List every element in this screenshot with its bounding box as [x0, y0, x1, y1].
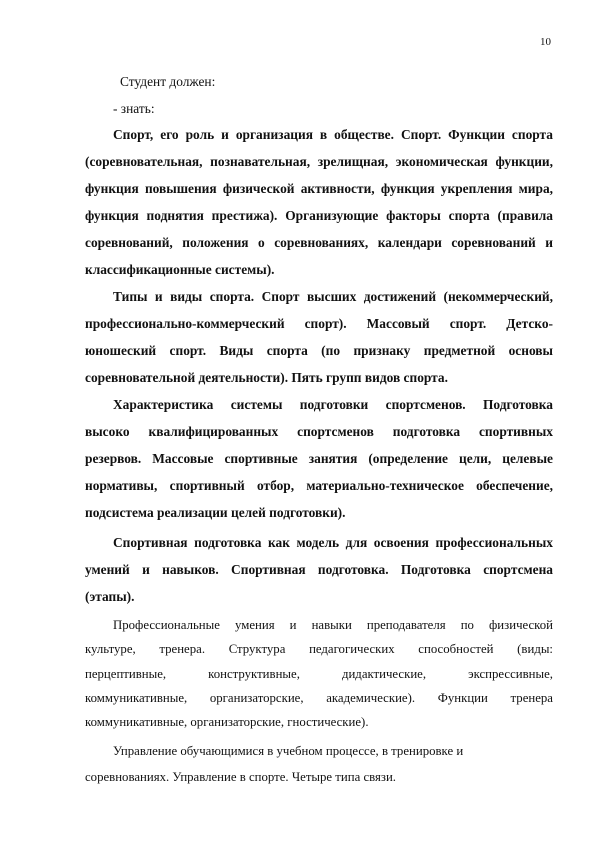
section-3-line-3: резервов. Массовые спортивные занятия (определение цели, целевые — [85, 451, 553, 466]
section-2-line-2: профессионально-коммерческий спорт). Массовый спорт. Детско- — [85, 316, 553, 331]
section-1-line-6: классификационные системы). — [85, 262, 275, 277]
page-number: 10 — [540, 36, 551, 48]
section-2-line-3: юношеский спорт. Виды спорта (по признаку предметной основы — [85, 343, 553, 358]
section-5-line-1: Профессиональные умения и навыки преподавателя по физической — [113, 618, 553, 632]
intro-know: - знать: — [113, 101, 155, 116]
section-4-line-2: умений и навыков. Спортивная подготовка. Подготовка спортсмена — [85, 562, 553, 577]
section-1-line-4: функция поднятия престижа). Организующие факторы спорта (правила — [85, 208, 553, 223]
section-3-line-1: Характеристика системы подготовки спортсменов. Подготовка — [113, 397, 553, 412]
section-1-line-3: функция повышения физической активности, функция укрепления мира, — [85, 181, 553, 196]
section-3-line-2: высоко квалифицированных спортсменов подготовка спортивных — [85, 424, 553, 439]
section-5-line-5: коммуникативные, организаторские, гностические). — [85, 715, 369, 729]
section-5-line-2: культуре, тренера. Структура педагогических способностей (виды: — [85, 642, 553, 656]
section-4-line-1: Спортивная подготовка как модель для освоения профессиональных — [113, 535, 553, 550]
section-6-line-1: Управление обучающимися в учебном процессе, в тренировке и — [113, 744, 464, 758]
intro-student-must: Студент должен: — [120, 74, 216, 89]
section-3-line-5: подсистема реализации целей подготовки). — [85, 505, 346, 520]
section-1-line-2: (соревновательная, познавательная, зрелищная, экономическая функции, — [85, 154, 553, 169]
section-1-line-5: соревнований, положения о соревнованиях, календари соревнований и — [85, 235, 553, 250]
section-2-line-4: соревновательной деятельности). Пять групп видов спорта. — [85, 370, 448, 385]
section-5-line-4: коммуникативные, организаторские, академические). Функции тренера — [85, 691, 553, 705]
section-4-line-3: (этапы). — [85, 589, 135, 604]
section-2-line-1: Типы и виды спорта. Спорт высших достижений (некоммерческий, — [113, 289, 553, 304]
section-3-line-4: нормативы, спортивный отбор, материально-техническое обеспечение, — [85, 478, 553, 493]
section-5-line-3: перцептивные, конструктивные, дидактические, экспрессивные, — [85, 667, 553, 681]
section-1-line-1: Спорт, его роль и организация в обществе. Спорт. Функции спорта — [113, 127, 553, 142]
section-6-line-2: соревнованиях. Управление в спорте. Четыре типа связи. — [85, 770, 396, 784]
